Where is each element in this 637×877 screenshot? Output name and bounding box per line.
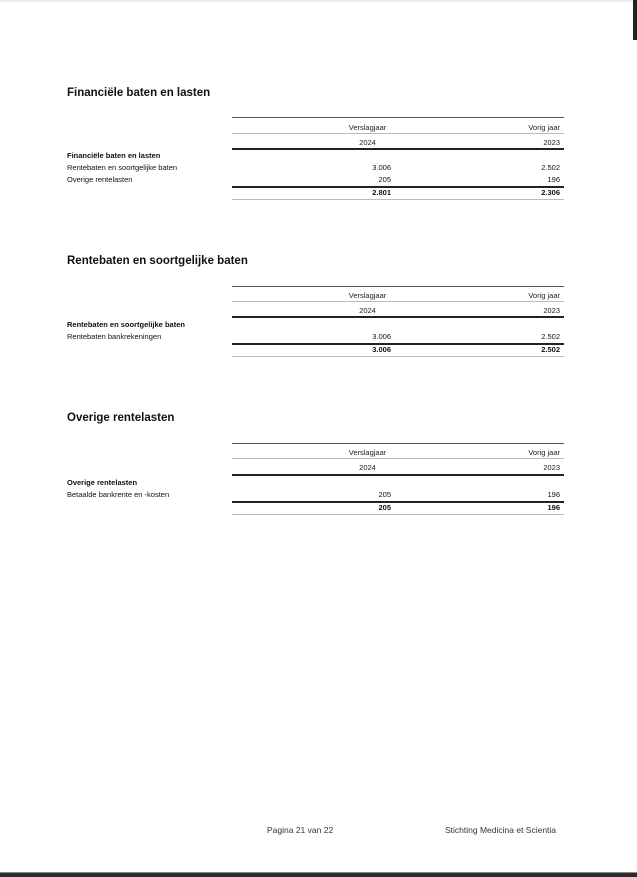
year-underline	[232, 148, 564, 150]
section-heading: Overige rentelasten	[67, 412, 175, 424]
column-header-previous: Vorig jaar	[528, 448, 560, 457]
column-header-previous: Vorig jaar	[528, 123, 560, 132]
column-header-current: Verslagjaar	[348, 123, 387, 132]
total-value-current: 205	[378, 503, 391, 512]
header-divider	[232, 458, 564, 459]
scan-edge-top	[0, 0, 637, 3]
table-top-rule	[232, 286, 564, 287]
section-heading: Financiële baten en lasten	[67, 87, 211, 99]
table-bottom-rule	[232, 199, 564, 200]
table-subheading: Overige rentelasten	[67, 478, 138, 487]
year-current: 2024	[359, 138, 376, 147]
year-previous: 2023	[543, 463, 560, 472]
year-underline	[232, 474, 564, 476]
year-current: 2024	[359, 306, 376, 315]
column-header-current: Verslagjaar	[348, 291, 387, 300]
row-value-previous: 2.502	[541, 332, 560, 341]
total-value-previous: 196	[547, 503, 560, 512]
row-label: Overige rentelasten	[67, 175, 133, 184]
column-header-previous: Vorig jaar	[528, 291, 560, 300]
total-value-previous: 2.306	[541, 188, 560, 197]
organization-name: Stichting Medicina et Scientia	[445, 825, 557, 835]
row-label: Betaalde bankrente en -kosten	[67, 490, 170, 499]
total-value-current: 3.006	[372, 345, 391, 354]
total-value-current: 2.801	[372, 188, 391, 197]
row-value-current: 205	[378, 175, 391, 184]
row-value-current: 3.006	[372, 163, 391, 172]
row-value-previous: 196	[547, 490, 560, 499]
year-previous: 2023	[543, 306, 560, 315]
table-top-rule	[232, 117, 564, 118]
page-number: Pagina 21 van 22	[267, 825, 334, 835]
table-subheading: Rentebaten en soortgelijke baten	[67, 320, 185, 329]
section-heading: Rentebaten en soortgelijke baten	[67, 255, 248, 267]
scan-edge-bottom	[0, 873, 637, 877]
row-label: Rentebaten bankrekeningen	[67, 332, 162, 341]
year-current: 2024	[359, 463, 376, 472]
row-value-previous: 2.502	[541, 163, 560, 172]
table-bottom-rule	[232, 514, 564, 515]
year-underline	[232, 316, 564, 318]
row-value-current: 205	[378, 490, 391, 499]
row-value-current: 3.006	[372, 332, 391, 341]
header-divider	[232, 133, 564, 134]
table-subheading: Financiële baten en lasten	[67, 151, 161, 160]
header-divider	[232, 301, 564, 302]
table-bottom-rule	[232, 356, 564, 357]
year-previous: 2023	[543, 138, 560, 147]
total-value-previous: 2.502	[541, 345, 560, 354]
table-top-rule	[232, 443, 564, 444]
row-value-previous: 196	[547, 175, 560, 184]
row-label: Rentebaten en soortgelijke baten	[67, 163, 178, 172]
column-header-current: Verslagjaar	[348, 448, 387, 457]
scan-edge-right	[633, 0, 637, 40]
